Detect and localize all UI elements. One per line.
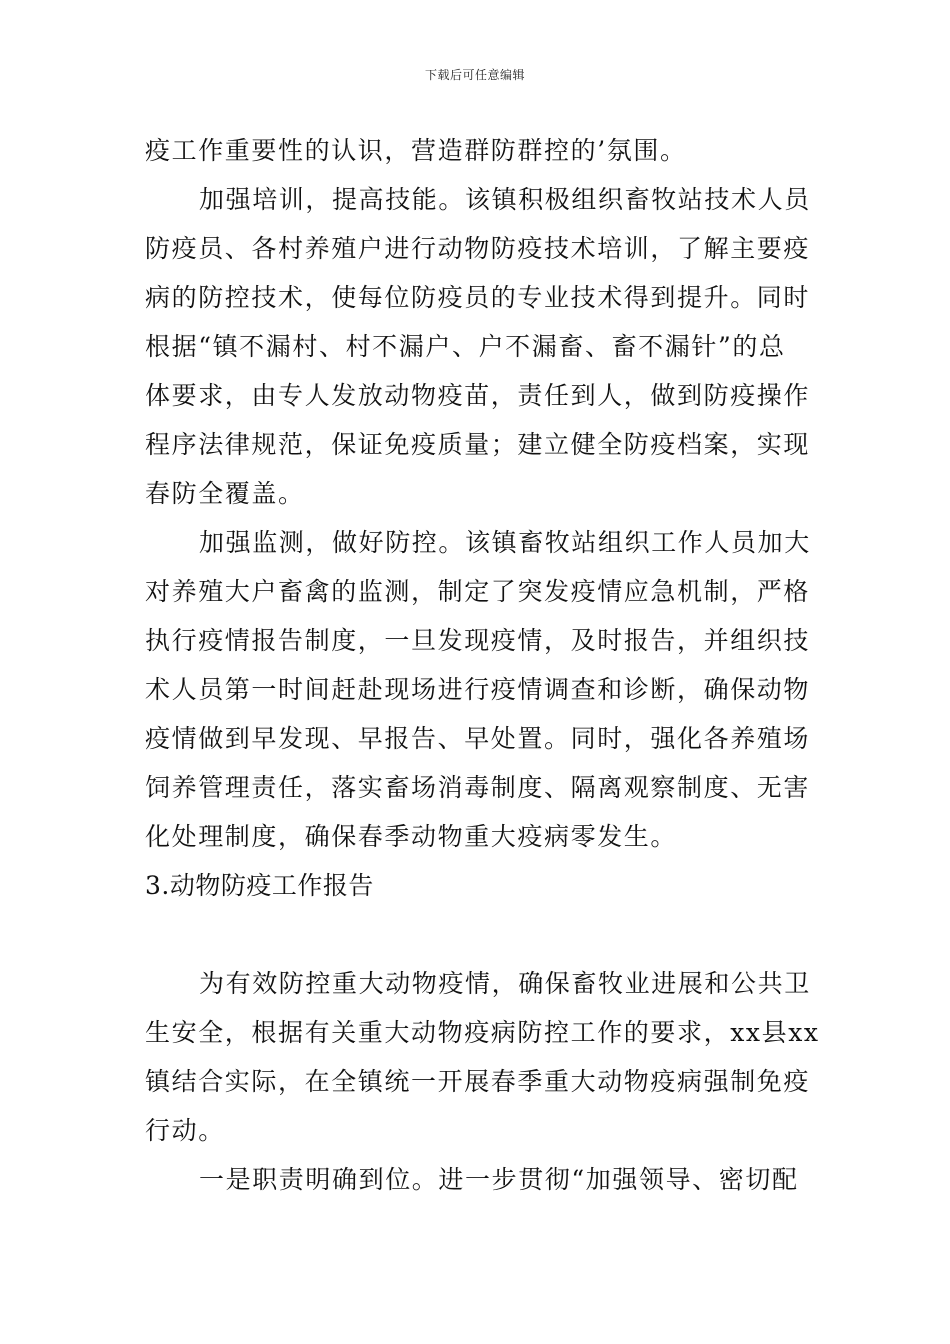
text-line: 病的防控技术，使每位防疫员的专业技术得到提升。同时 <box>145 283 811 312</box>
text-line: 行动。 <box>145 1116 225 1145</box>
text-line: 疫工作重要性的认识，营造群防群控的’氛围。 <box>145 136 687 165</box>
text-line: 根据“镇不漏村、村不漏户、户不漏畜、畜不漏针”的总 <box>145 332 786 361</box>
paragraph-start-line: 加强监测，做好防控。该镇畜牧站组织工作人员加大 <box>199 528 811 557</box>
paragraph-start-line: 加强培训，提高技能。该镇积极组织畜牧站技术人员 <box>199 185 811 214</box>
header-note: 下载后可任意编辑 <box>424 68 525 82</box>
text-line: 化处理制度，确保春季动物重大疫病零发生。 <box>145 822 678 851</box>
blank-line <box>145 910 807 959</box>
text-line: 对养殖大户畜禽的监测，制定了突发疫情应急机制，严格 <box>145 577 811 606</box>
text-line: 执行疫情报告制度，一旦发现疫情，及时报告，并组织技 <box>145 626 811 655</box>
text-line: 饲养管理责任，落实畜场消毒制度、隔离观察制度、无害 <box>145 773 811 802</box>
section-heading: 3.动物防疫工作报告 <box>145 871 374 900</box>
text-line: 疫情做到早发现、早报告、早处置。同时，强化各养殖场 <box>145 724 811 753</box>
text-line: 体要求，由专人发放动物疫苗，责任到人，做到防疫操作 <box>145 381 811 410</box>
text-line: 生安全，根据有关重大动物疫病防控工作的要求，xx县xx <box>145 1018 820 1047</box>
text-line: 术人员第一时间赶赴现场进行疫情调查和诊断，确保动物 <box>145 675 811 704</box>
paragraph-start-line: 一是职责明确到位。进一步贯彻“加强领导、密切配 <box>199 1165 799 1194</box>
document-body <box>145 126 820 1204</box>
text-line: 镇结合实际，在全镇统一开展春季重大动物疫病强制免疫 <box>145 1067 811 1096</box>
text-line: 程序法律规范，保证免疫质量；建立健全防疫档案，实现 <box>145 430 811 459</box>
text-line: 防疫员、各村养殖户进行动物防疫技术培训，了解主要疫 <box>145 234 811 263</box>
paragraph-start-line: 为有效防控重大动物疫情，确保畜牧业进展和公共卫 <box>199 969 811 998</box>
text-line: 春防全覆盖。 <box>145 479 305 508</box>
